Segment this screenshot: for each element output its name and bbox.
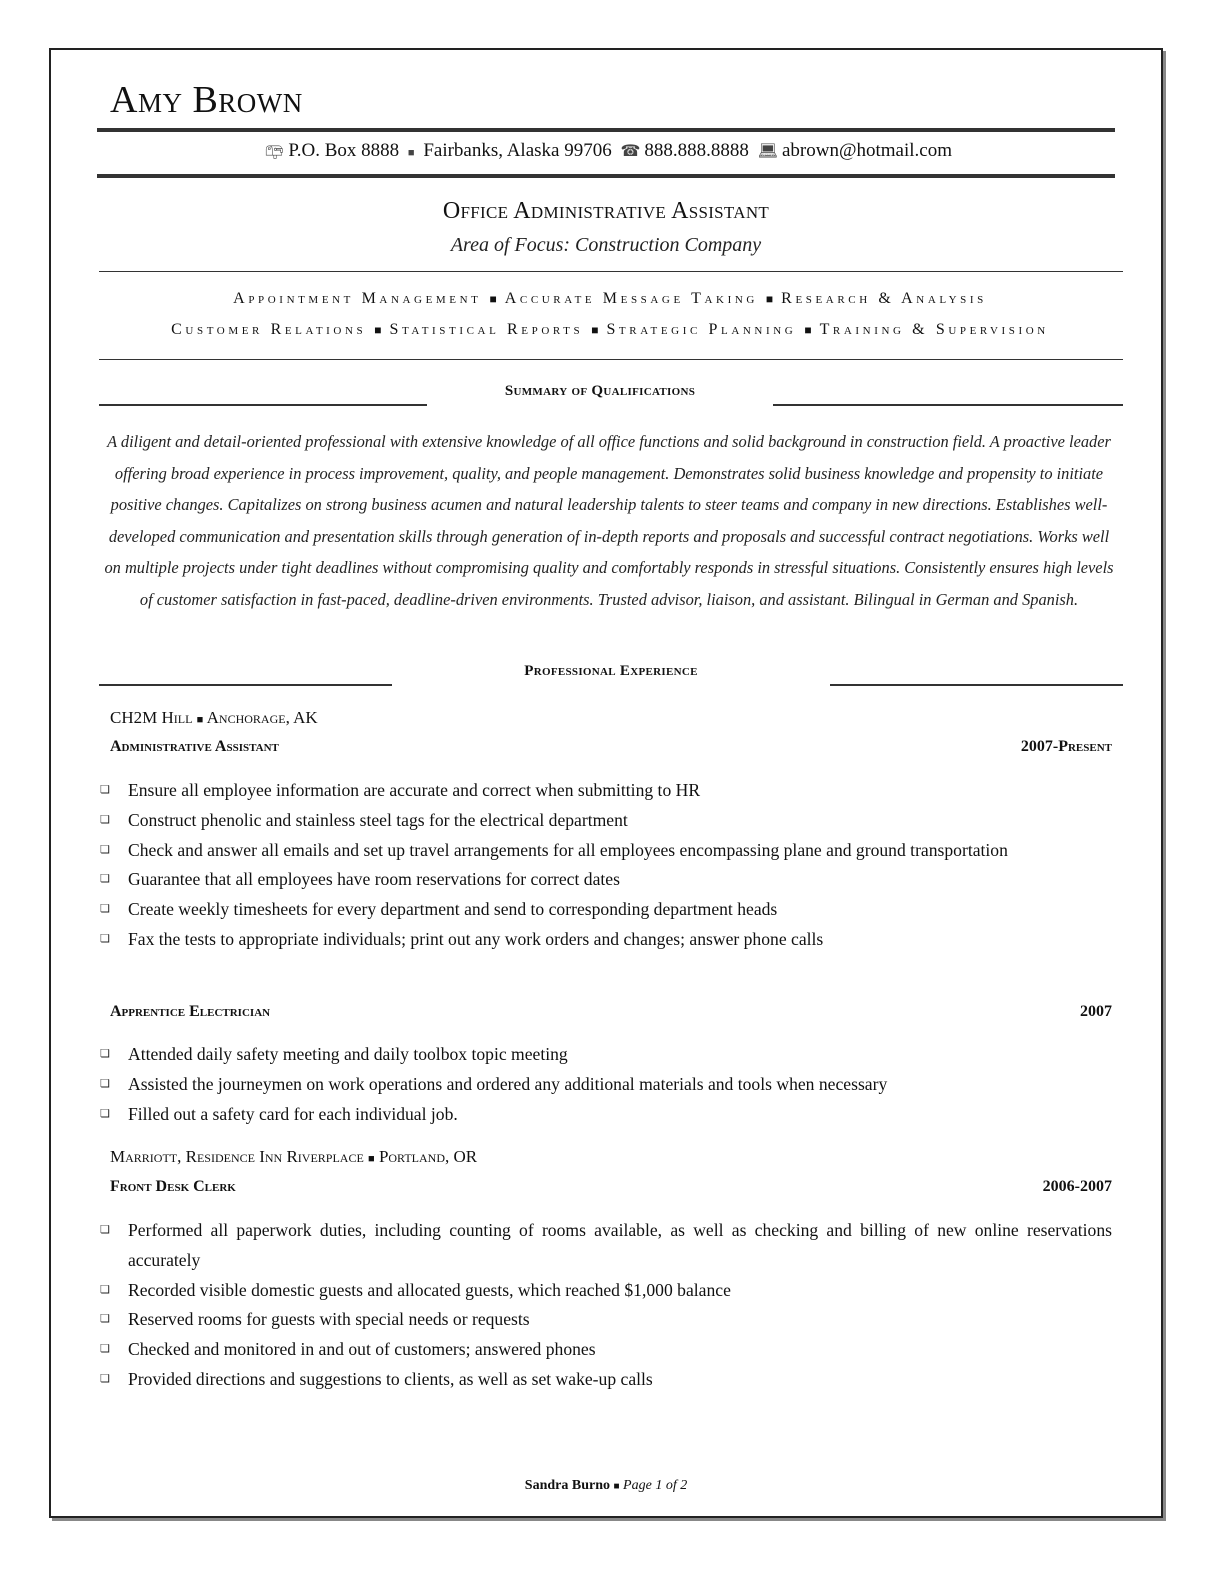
separator: ■ [613, 1481, 620, 1492]
job-dates: 2006-2007 [1042, 1178, 1112, 1195]
email[interactable]: abrown@hotmail.com [781, 140, 952, 161]
experience-heading: Professional Experience [524, 663, 698, 679]
separator: ■ [368, 1153, 375, 1165]
checkbox-bullet-icon: ❏ [100, 1343, 110, 1356]
bullet-item [100, 776, 1112, 806]
contact-line [97, 140, 1115, 162]
bullet-item [100, 1365, 1112, 1395]
bullet-text: Checked and monitored in and out of customers; answered phones [128, 1339, 596, 1360]
bullet-text: Construct phenolic and stainless steel tags for the electrical department [128, 809, 628, 830]
checkbox-bullet-icon: ❏ [100, 843, 110, 856]
checkbox-bullet-icon: ❏ [100, 1283, 110, 1296]
bullet-text: Reserved rooms for guests with special needs or requests [128, 1309, 530, 1330]
skills-row-2 [97, 321, 1123, 339]
bullet-item [100, 925, 1112, 955]
job-role: Administrative Assistant [110, 738, 279, 755]
skill-item: Customer Relations [171, 321, 367, 338]
bullet-item [100, 1070, 1112, 1100]
company-line [110, 1147, 477, 1167]
bullet-item [100, 865, 1112, 895]
city: Fairbanks, Alaska 99706 [423, 140, 612, 161]
skill-item: Training & Supervision [819, 321, 1049, 338]
company-location: Anchorage, AK [206, 708, 318, 727]
area-of-focus: Area of Focus: Construction Company [450, 234, 762, 256]
page-footer [97, 1478, 1115, 1494]
job-bullets [100, 1216, 1112, 1395]
skills-row-1 [97, 290, 1123, 308]
bullet-text: Assisted the journeymen on work operations and ordered any additional materials and tools when necessary [128, 1073, 888, 1094]
bullet-item [100, 806, 1112, 836]
job-role: Apprentice Electrician [110, 1003, 271, 1020]
bullet-item [100, 1040, 1112, 1070]
skill-item: Research & Analysis [781, 290, 987, 307]
skill-item: Appointment Management [233, 290, 482, 307]
skill-item: Statistical Reports [389, 321, 584, 338]
bullet-text: Ensure all employee information are accurate and correct when submitting to HR [128, 780, 701, 800]
footer-author: Sandra Burno [524, 1478, 610, 1493]
skill-item: Accurate Message Taking [504, 290, 758, 307]
company-name: Marriott, Residence Inn Riverplace [110, 1147, 364, 1166]
checkbox-bullet-icon: ❏ [100, 1107, 110, 1120]
separator: ■ [591, 323, 599, 337]
skills-rule [99, 359, 1123, 360]
company-line [110, 708, 318, 728]
header-rule-bottom [97, 174, 1115, 178]
phone: 888.888.8888 [644, 140, 749, 161]
address: P.O. Box 8888 [288, 140, 400, 161]
company-location: Portland, OR [378, 1147, 478, 1166]
separator: ■ [407, 147, 415, 159]
header-rule-top [97, 128, 1115, 132]
bullet-text: Performed all paperwork duties, including counting of rooms available, as well as checking and billing of new online reservations accurately [128, 1220, 1112, 1270]
checkbox-bullet-icon: ❏ [100, 813, 110, 826]
bullet-item [100, 1335, 1112, 1365]
separator: ■ [196, 714, 204, 726]
summary-heading: Summary of Qualifications [504, 383, 696, 399]
phone-icon: ☎︎ [620, 143, 641, 160]
checkbox-bullet-icon: ❏ [100, 1048, 110, 1060]
checkbox-bullet-icon: ❏ [100, 1224, 110, 1236]
bullet-item [100, 836, 1112, 866]
checkbox-bullet-icon: ❏ [100, 1372, 110, 1385]
bullet-item [100, 1276, 1112, 1306]
checkbox-bullet-icon: ❏ [100, 784, 110, 796]
skill-item: Strategic Planning [606, 321, 797, 338]
separator: ■ [374, 323, 382, 337]
target-title: Office Administrative Assistant [442, 198, 770, 224]
separator: ■ [765, 292, 774, 306]
summary-rule-left [99, 404, 427, 406]
page-number: Page 1 of 2 [623, 1478, 688, 1493]
checkbox-bullet-icon: ❏ [100, 873, 110, 886]
summary-rule-right [773, 404, 1123, 406]
checkbox-bullet-icon: ❏ [100, 1077, 110, 1090]
checkbox-bullet-icon: ❏ [100, 1313, 110, 1326]
bullet-text: Provided directions and suggestions to clients, as well as set wake-up calls [128, 1368, 653, 1389]
job-dates: 2007-Present [1020, 738, 1112, 755]
job-bullets [100, 1040, 1112, 1129]
bullet-text: Fax the tests to appropriate individuals; print out any work orders and changes; answer phone calls [128, 928, 824, 949]
checkbox-bullet-icon: ❏ [100, 903, 110, 916]
bullet-text: Recorded visible domestic guests and allocated guests, which reached $1,000 balance [128, 1279, 731, 1300]
separator: ■ [489, 292, 497, 306]
job-role: Front Desk Clerk [110, 1178, 236, 1195]
separator: ■ [804, 323, 812, 337]
bullet-item [100, 895, 1112, 925]
experience-rule-right [830, 684, 1123, 686]
bullet-text: Guarantee that all employees have room reservations for correct dates [128, 869, 620, 890]
mailbox-icon: 📪︎ [264, 143, 285, 160]
objective-rule [99, 271, 1123, 272]
bullet-text: Filled out a safety card for each individual job. [128, 1103, 458, 1124]
candidate-name: Amy Brown [110, 79, 303, 121]
bullet-text: Check and answer all emails and set up travel arrangements for all employees encompassing plane and ground transportation [128, 839, 1008, 860]
job-dates: 2007 [1080, 1003, 1112, 1020]
bullet-item [100, 1100, 1112, 1130]
checkbox-bullet-icon: ❏ [100, 932, 110, 945]
experience-rule-left [99, 684, 392, 686]
bullet-text: Attended daily safety meeting and daily toolbox topic meeting [128, 1044, 568, 1064]
laptop-icon: 💻︎ [757, 143, 778, 160]
bullet-text: Create weekly timesheets for every department and send to corresponding department heads [128, 899, 778, 920]
bullet-item [100, 1216, 1112, 1276]
bullet-item [100, 1305, 1112, 1335]
job-bullets [100, 776, 1112, 955]
summary-text: A diligent and detail-oriented professional with extensive knowledge of all office functions and solid background in construction field. A proactive leader offering broad experience in process improvement, quality, and people management. Demonstrates solid business knowledge and propensity to initiate positive changes. Capitalizes on strong business acumen and natural leadership talents to steer teams and company in new directions. Establishes well-developed communication and presentation skills through generation of in-depth reports and proposals and successful contract negotiations. Works well on multiple projects under tight deadlines without compromising quality and comfortably responds in stressful situations. Consistently ensures high levels of customer satisfaction in fast-paced, deadline-driven environments. Trusted advisor, liaison, and assistant. Bilingual in German and Spanish. [104, 432, 1114, 609]
company-name: CH2M Hill [110, 708, 193, 727]
